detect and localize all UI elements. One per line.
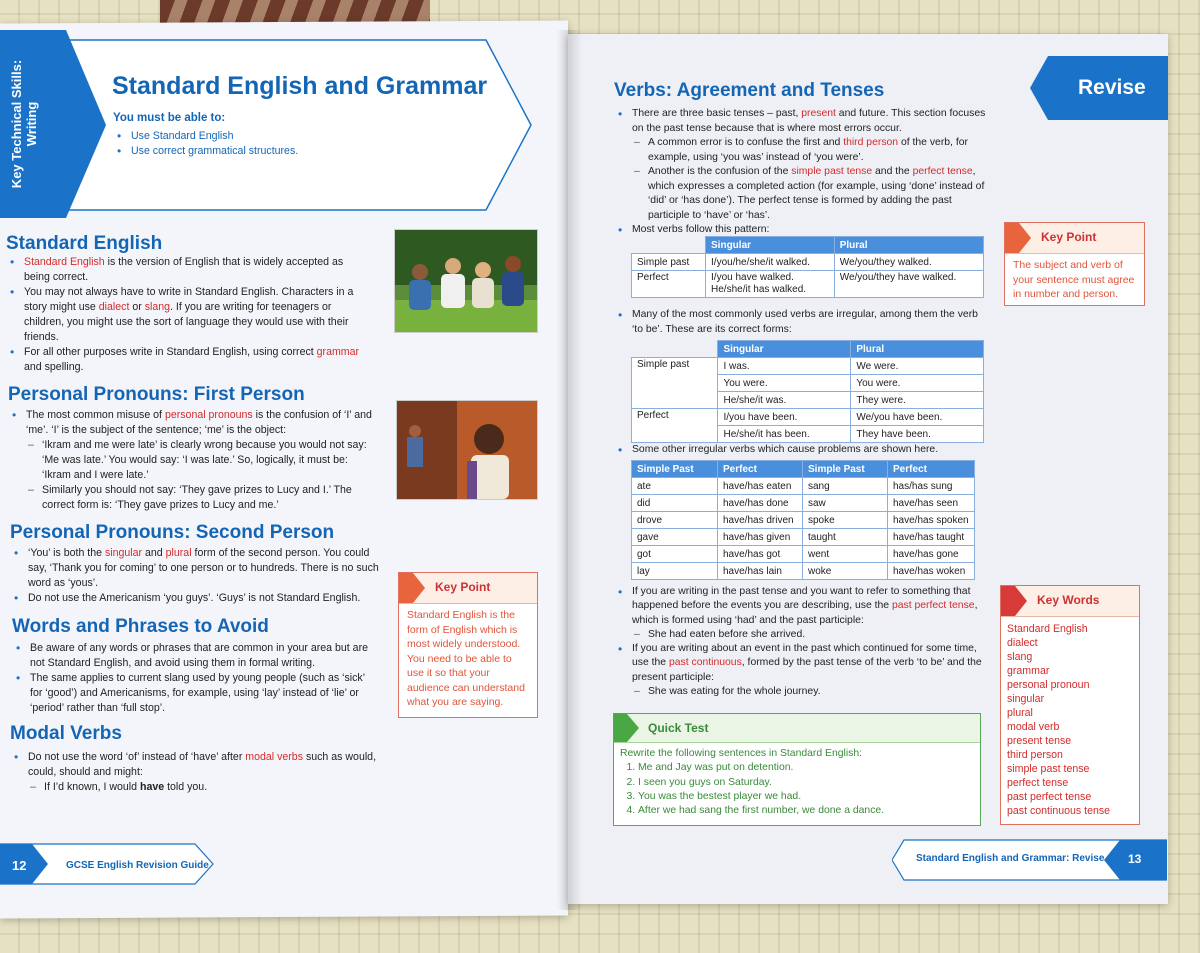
key-word-item: singular xyxy=(1007,693,1045,705)
term-perfect: perfect tense xyxy=(912,166,973,177)
footer-title-left: GCSE English Revision Guide xyxy=(66,860,209,871)
standard-english-list xyxy=(6,255,368,375)
cell: We were. xyxy=(851,358,984,375)
list-item: • The same applies to current slang used by young people (such as ‘sick’ for ‘good’) and Americanisms, for example, using ‘lay’ instead of ‘lie’ or ‘period’ rather than ‘full stop’. xyxy=(12,671,378,716)
key-point-box xyxy=(398,572,538,718)
footer-title-right: Standard English and Grammar: Revise xyxy=(916,853,1105,864)
cell: have/has spoken xyxy=(888,512,975,529)
text: and the xyxy=(872,166,913,177)
first-person-list xyxy=(8,408,373,513)
cell: ate xyxy=(632,478,718,495)
chevron-icon xyxy=(1005,223,1035,253)
text: and future. This section focuses on the past tense because that is where most errors occur. xyxy=(632,108,986,134)
cell: have/has lain xyxy=(718,563,803,580)
list-subitem xyxy=(614,136,988,165)
page-number-right: 13 xyxy=(1128,852,1142,866)
key-point-header xyxy=(399,573,537,604)
irregular-table-body xyxy=(632,478,975,580)
text: , formed by the past tense of the verb ‘to be’ and the present participle: xyxy=(632,657,982,683)
side-tab-line2: Writing xyxy=(24,101,39,147)
cell: have/has eaten xyxy=(718,478,803,495)
list-item: • Do not use the Americanism ‘you guys’. ‘Guys’ is not Standard English. xyxy=(10,591,380,606)
heading-words-avoid: Words and Phrases to Avoid xyxy=(12,616,269,637)
list-subitem: – ‘Ikram and me were late’ is clearly wrong because you would not say: ‘Me was late.’ You would say: ‘I was late.’ So, logically, it must be: ‘Ikram and I were late.’ xyxy=(8,438,373,483)
list-subitem: – She was eating for the whole journey. xyxy=(614,685,990,699)
must-be-able: You must be able to: xyxy=(113,112,226,124)
text: is the confusion of ‘I’ and ‘me’. ‘I’ is the subject of the sentence; ‘me’ is the object: xyxy=(26,409,372,436)
list-item xyxy=(6,285,368,345)
term-standard-english: Standard English xyxy=(24,256,105,268)
cell: got xyxy=(632,546,718,563)
text: If you are writing in the past tense and you want to refer to something that happened before the events you are describing, use the xyxy=(632,586,971,612)
quick-test-item: 4. After we had sang the first number, we done a dance. xyxy=(638,804,974,818)
quick-test-list xyxy=(620,761,974,818)
list-item xyxy=(614,107,988,136)
key-word-item: third person xyxy=(1007,749,1063,761)
cell: saw xyxy=(803,495,888,512)
text: . If you are writing for teenagers or children, you might use the sort of language they would use with their friends. xyxy=(24,301,349,343)
table-regular-verbs xyxy=(631,236,984,298)
cell: have/has driven xyxy=(718,512,803,529)
cell: woke xyxy=(803,563,888,580)
cell: He/she/it has been. xyxy=(718,426,851,443)
objectives-list xyxy=(113,129,298,159)
list-subitem xyxy=(10,780,380,795)
row-label: Simple past xyxy=(632,254,706,271)
term-modal-verbs: modal verbs xyxy=(245,751,303,763)
list-item: • Be aware of any words or phrases that are common in your area but are not Standard English, and avoid using them in formal writing. xyxy=(12,641,378,671)
cell: They were. xyxy=(851,392,984,409)
table-row xyxy=(632,495,975,512)
key-word-item: simple past tense xyxy=(1007,763,1090,775)
key-point-label: Key Point xyxy=(435,580,491,594)
term-past-perfect: past perfect tense xyxy=(891,600,975,612)
text: A common error is to confuse the first and xyxy=(648,137,844,148)
side-tab xyxy=(0,30,48,218)
key-point-box-right xyxy=(1004,222,1145,306)
quick-test-item: 2. I seen you guys on Saturday. xyxy=(638,776,974,790)
cell: sang xyxy=(803,478,888,495)
cell: drove xyxy=(632,512,718,529)
table-row xyxy=(632,512,975,529)
cell: spoke xyxy=(803,512,888,529)
irregular-list xyxy=(614,308,988,337)
key-word-item: perfect tense xyxy=(1007,777,1069,789)
text: There are three basic tenses – past, xyxy=(632,108,802,119)
text: is the version of English that is widely accepted as being correct. xyxy=(24,256,344,283)
list-item xyxy=(614,642,990,685)
list-item xyxy=(8,408,373,438)
list-subitem xyxy=(614,165,988,223)
cell: has/has sung xyxy=(888,478,975,495)
cell: You were. xyxy=(851,375,984,392)
cell: have/has given xyxy=(718,529,803,546)
header: Perfect xyxy=(718,461,803,478)
list-item: • Some other irregular verbs which cause problems are shown here. xyxy=(614,443,988,458)
table-to-be xyxy=(631,340,984,443)
header-plural: Plural xyxy=(834,237,983,254)
key-words-list xyxy=(1001,617,1139,823)
text: For all other purposes write in Standard English, using correct xyxy=(24,346,317,358)
text: such as would, could, should and might: xyxy=(28,751,377,778)
cell: have/has seen xyxy=(888,495,975,512)
text: , which expresses a completed action (for example, using ‘done’ instead of ‘did’ or ‘has done’). The perfect tense is formed by adding the past participle to ‘have’ or ‘has’. xyxy=(648,166,985,221)
cell: gave xyxy=(632,529,718,546)
chevron-icon xyxy=(614,714,642,742)
heading-first-person: Personal Pronouns: First Person xyxy=(8,384,305,405)
cell: He/she/it was. xyxy=(718,392,851,409)
list-item xyxy=(6,345,368,375)
text: You may not always have to write in Standard English. Characters in a story might use xyxy=(24,286,354,313)
key-word-item: past continuous tense xyxy=(1007,805,1111,817)
table-irregular-verbs xyxy=(631,460,975,580)
term-simple-past: simple past tense xyxy=(791,166,873,177)
cell: We/you/they have walked. xyxy=(834,271,983,298)
key-word-item: Standard English xyxy=(1007,623,1088,635)
quick-test-item: 1. Me and Jay was put on detention. xyxy=(638,761,974,775)
term-singular: singular xyxy=(104,547,143,559)
header-singular: Singular xyxy=(706,237,835,254)
text: told you. xyxy=(164,781,208,793)
text: I/you have walked. xyxy=(711,272,794,283)
list-item: • Many of the most commonly used verbs are irregular, among them the verb ‘to be’. These are its correct forms: xyxy=(614,308,988,337)
key-words-box xyxy=(1000,585,1140,825)
cell: lay xyxy=(632,563,718,580)
row-label: Perfect xyxy=(632,409,718,443)
cell: have/has woken xyxy=(888,563,975,580)
verbs-list xyxy=(614,107,988,238)
heading-standard-english: Standard English xyxy=(6,233,163,254)
quick-test-label: Quick Test xyxy=(648,721,709,735)
quick-test-item: 3. You was the bestest player we had. xyxy=(638,790,974,804)
key-word-item: personal pronoun xyxy=(1007,679,1090,691)
other-irregular-list xyxy=(614,443,988,458)
key-point-label: Key Point xyxy=(1041,230,1097,244)
text: and xyxy=(142,547,166,559)
objective-item: • Use Standard English xyxy=(113,129,298,144)
text: Another is the confusion of the xyxy=(648,166,792,177)
text: He/she/it has walked. xyxy=(711,284,807,295)
key-point-header xyxy=(1005,223,1144,254)
table-row xyxy=(632,563,975,580)
header: Perfect xyxy=(888,461,975,478)
text: form of the second person. You could say, ‘Thank you for coming’ to one person or to hundreds. There is no such word as ‘yous’. xyxy=(28,547,379,589)
cell: went xyxy=(803,546,888,563)
row-label: Simple past xyxy=(632,358,718,409)
page-number-left: 12 xyxy=(12,858,27,873)
cell: They have been. xyxy=(851,426,984,443)
key-word-item: grammar xyxy=(1007,665,1050,677)
text: If you are writing about an event in the past which continued for some time, use the xyxy=(632,643,977,669)
book-spine xyxy=(556,30,582,910)
heading-verbs: Verbs: Agreement and Tenses xyxy=(614,80,885,101)
quick-test-box xyxy=(613,713,981,826)
list-item: • Most verbs follow this pattern: xyxy=(614,223,988,238)
cell: have/has taught xyxy=(888,529,975,546)
cell: I/you/he/she/it walked. xyxy=(706,254,835,271)
term-dialect: dialect xyxy=(98,301,130,313)
students-photo xyxy=(394,229,538,333)
quick-test-body xyxy=(614,743,980,822)
header-singular: Singular xyxy=(718,341,851,358)
text: If I’d known, I would xyxy=(44,781,140,793)
side-tab-line1: Key Technical Skills: xyxy=(9,59,24,189)
term-past-continuous: past continuous xyxy=(668,657,742,669)
header-plural: Plural xyxy=(851,341,984,358)
quick-test-header xyxy=(614,714,980,743)
table-row xyxy=(632,529,975,546)
list-subitem: – Similarly you should not say: ‘They gave prizes to Lucy and I.’ The correct form is: ‘They gave prizes to Lucy and me.’ xyxy=(8,483,373,513)
cell: taught xyxy=(803,529,888,546)
cell: You were. xyxy=(718,375,851,392)
key-words-label: Key Words xyxy=(1037,593,1100,607)
key-word-item: present tense xyxy=(1007,735,1072,747)
text: , which is formed using ‘had’ and the past participle: xyxy=(632,600,978,626)
key-word-item: modal verb xyxy=(1007,721,1060,733)
cell: have/has done xyxy=(718,495,803,512)
header-arrow-frame xyxy=(46,30,536,218)
table-row xyxy=(632,478,975,495)
term-present: present xyxy=(801,108,836,119)
cell: did xyxy=(632,495,718,512)
key-word-item: past perfect tense xyxy=(1007,791,1092,803)
text: or xyxy=(129,301,145,313)
key-point-text: Standard English is the form of English which is most widely understood. You need to be able to use it so that your audience can understand what you are saying. xyxy=(407,609,525,708)
text: Do not use the word ‘of’ instead of ‘have’ after xyxy=(28,751,246,763)
cell: I/you have been. xyxy=(718,409,851,426)
term-third-person: third person xyxy=(843,137,899,148)
student-photo xyxy=(396,400,538,500)
row-label: Perfect xyxy=(632,271,706,298)
emphasis: have xyxy=(139,781,165,793)
header: Simple Past xyxy=(803,461,888,478)
objective-item: • Use correct grammatical structures. xyxy=(113,144,298,159)
cell: I was. xyxy=(718,358,851,375)
chevron-icon xyxy=(1001,586,1031,616)
text: of the verb, for example, using ‘you was’ instead of ‘you were’. xyxy=(648,137,968,163)
text: and spelling. xyxy=(24,361,84,373)
cell: We/you/they walked. xyxy=(834,254,983,271)
cell: have/has got xyxy=(718,546,803,563)
key-point-text: The subject and verb of your sentence must agree in number and person. xyxy=(1013,259,1135,300)
term-grammar: grammar xyxy=(316,346,360,358)
second-person-list xyxy=(10,546,380,606)
text: ‘You’ is both the xyxy=(28,547,105,559)
term-slang: slang xyxy=(144,301,171,313)
cell xyxy=(706,271,835,298)
list-item xyxy=(614,585,990,628)
list-subitem: – She had eaten before she arrived. xyxy=(614,628,990,642)
modal-list xyxy=(10,750,380,795)
key-words-header xyxy=(1001,586,1139,617)
table-row xyxy=(632,546,975,563)
key-word-item: slang xyxy=(1007,651,1033,663)
term-plural: plural xyxy=(165,547,192,559)
avoid-list xyxy=(12,641,378,716)
text: The most common misuse of xyxy=(26,409,165,421)
key-word-item: dialect xyxy=(1007,637,1038,649)
past-perfect-list xyxy=(614,585,990,699)
chevron-icon xyxy=(399,573,429,603)
page-title: Standard English and Grammar xyxy=(112,72,488,100)
cell: have/has gone xyxy=(888,546,975,563)
term-personal-pronouns: personal pronouns xyxy=(164,409,253,421)
key-word-item: plural xyxy=(1007,707,1033,719)
heading-second-person: Personal Pronouns: Second Person xyxy=(10,522,335,543)
heading-modal-verbs: Modal Verbs xyxy=(10,723,122,744)
list-item xyxy=(10,546,380,591)
cell: We/you have been. xyxy=(851,409,984,426)
header: Simple Past xyxy=(632,461,718,478)
list-item xyxy=(6,255,368,285)
revise-label: Revise xyxy=(1078,76,1146,99)
quick-test-intro: Rewrite the following sentences in Standard English: xyxy=(620,748,863,759)
list-item xyxy=(10,750,380,780)
